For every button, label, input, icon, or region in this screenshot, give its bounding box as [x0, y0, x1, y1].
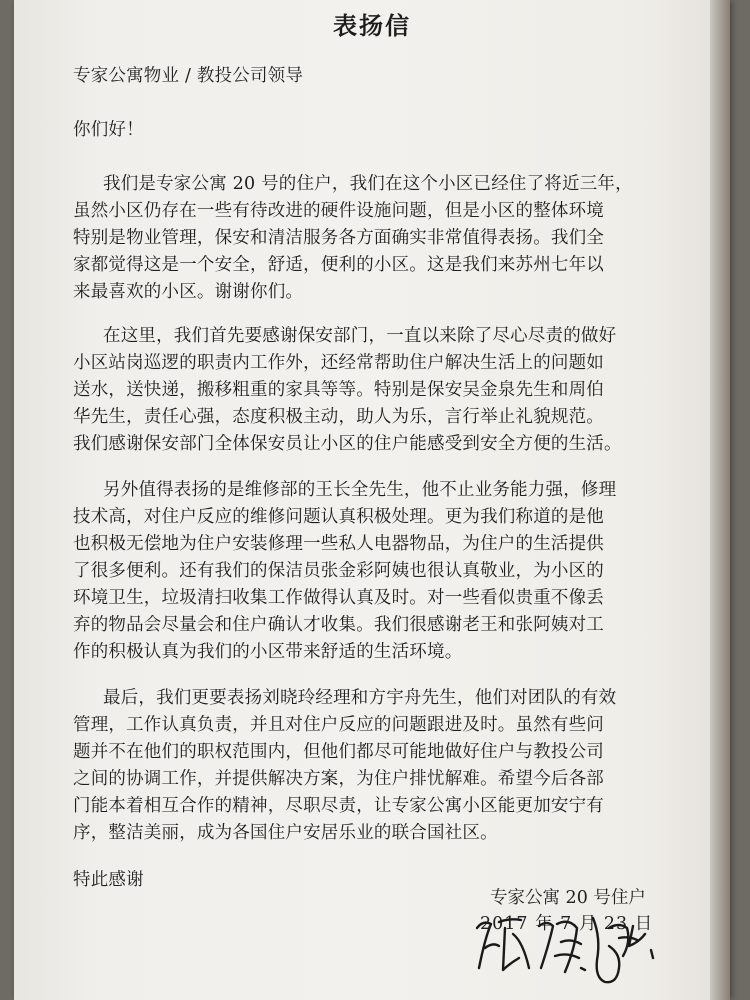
paragraph-3-line-3: 也积极无偿地为住户安装修理一些私人电器物品，为住户的生活提供 [73, 534, 604, 554]
paragraph-2-line-4: 华先生，责任心强，态度积极主动，助人为乐，言行举止礼貌规范。 [73, 407, 604, 427]
paragraph-4-line-3: 题并不在他们的职权范围内，但他们都尽可能地做好住户与教投公司 [73, 742, 604, 762]
sender-line: 专家公寓 20 号住户 [490, 888, 646, 908]
paragraph-4-line-5: 门能本着相互合作的精神，尽职尽责，让专家公寓小区能更加安宁有 [73, 796, 604, 816]
paragraph-2-line-3: 送水，送快递，搬移粗重的家具等等。特别是保安吴金泉先生和周伯 [73, 380, 604, 400]
letter-paper [14, 0, 730, 1000]
paragraph-1-line-5: 来最喜欢的小区。谢谢你们。 [73, 282, 304, 302]
handwritten-signature [469, 898, 669, 993]
paragraph-3-line-2: 技术高，对住户反应的维修问题认真积极处理。更为我们称道的是他 [73, 507, 604, 527]
paragraph-1-line-3: 特别是物业管理，保安和清洁服务各方面确实非常值得表扬。我们全 [73, 228, 604, 248]
paper-edge-shadow [710, 0, 730, 1000]
paragraph-4-line-4: 之间的协调工作，并提供解决方案，为住户排忧解难。希望今后各部 [73, 769, 604, 789]
paragraph-4-line-6: 序，整洁美丽，成为各国住户安居乐业的联合国社区。 [73, 823, 498, 843]
paragraph-4-line-2: 管理，工作认真负责，并且对住户反应的问题跟进及时。虽然有些问 [73, 715, 604, 735]
paragraph-1-line-1: 我们是专家公寓 20 号的住户，我们在这个小区已经住了将近三年， [103, 174, 633, 194]
paragraph-2-line-5: 我们感谢保安部门全体保安员让小区的住户能感受到安全方便的生活。 [73, 434, 622, 454]
paragraph-4-line-1: 最后，我们更要表扬刘晓玲经理和方宇舟先生，他们对团队的有效 [103, 688, 617, 708]
paragraph-3-line-4: 了很多便利。还有我们的保洁员张金彩阿姨也很认真敬业，为小区的 [73, 561, 604, 581]
letter-title: 表扬信 [333, 11, 411, 40]
paragraph-2-line-1: 在这里，我们首先要感谢保安部门，一直以来除了尽心尽责的做好 [103, 326, 617, 346]
paragraph-3-line-1: 另外值得表扬的是维修部的王长全先生，他不止业务能力强，修理 [103, 480, 617, 500]
paragraph-3-line-7: 作的积极认真为我们的小区带来舒适的生活环境。 [73, 642, 463, 662]
date-line: 2017 年 7 月 23 日 [480, 914, 654, 934]
paragraph-1-line-4: 家都觉得这是一个安全，舒适，便利的小区。这是我们来苏州七年以 [73, 255, 604, 275]
paragraph-1-line-2: 虽然小区仍存在一些有待改进的硬件设施问题，但是小区的整体环境 [73, 201, 604, 221]
paragraph-2-line-2: 小区站岗巡逻的职责内工作外，还经常帮助住户解决生活上的问题如 [73, 353, 604, 373]
closing-line: 特此感谢 [73, 870, 144, 890]
recipient-line: 专家公寓物业 / 教投公司领导 [73, 66, 304, 86]
paragraph-3-line-5: 环境卫生，垃圾清扫收集工作做得认真及时。对一些看似贵重不像丢 [73, 588, 604, 608]
greeting-line: 你们好！ [73, 120, 144, 140]
paragraph-3-line-6: 弃的物品会尽量会和住户确认才收集。我们很感谢老王和张阿姨对工 [73, 615, 604, 635]
